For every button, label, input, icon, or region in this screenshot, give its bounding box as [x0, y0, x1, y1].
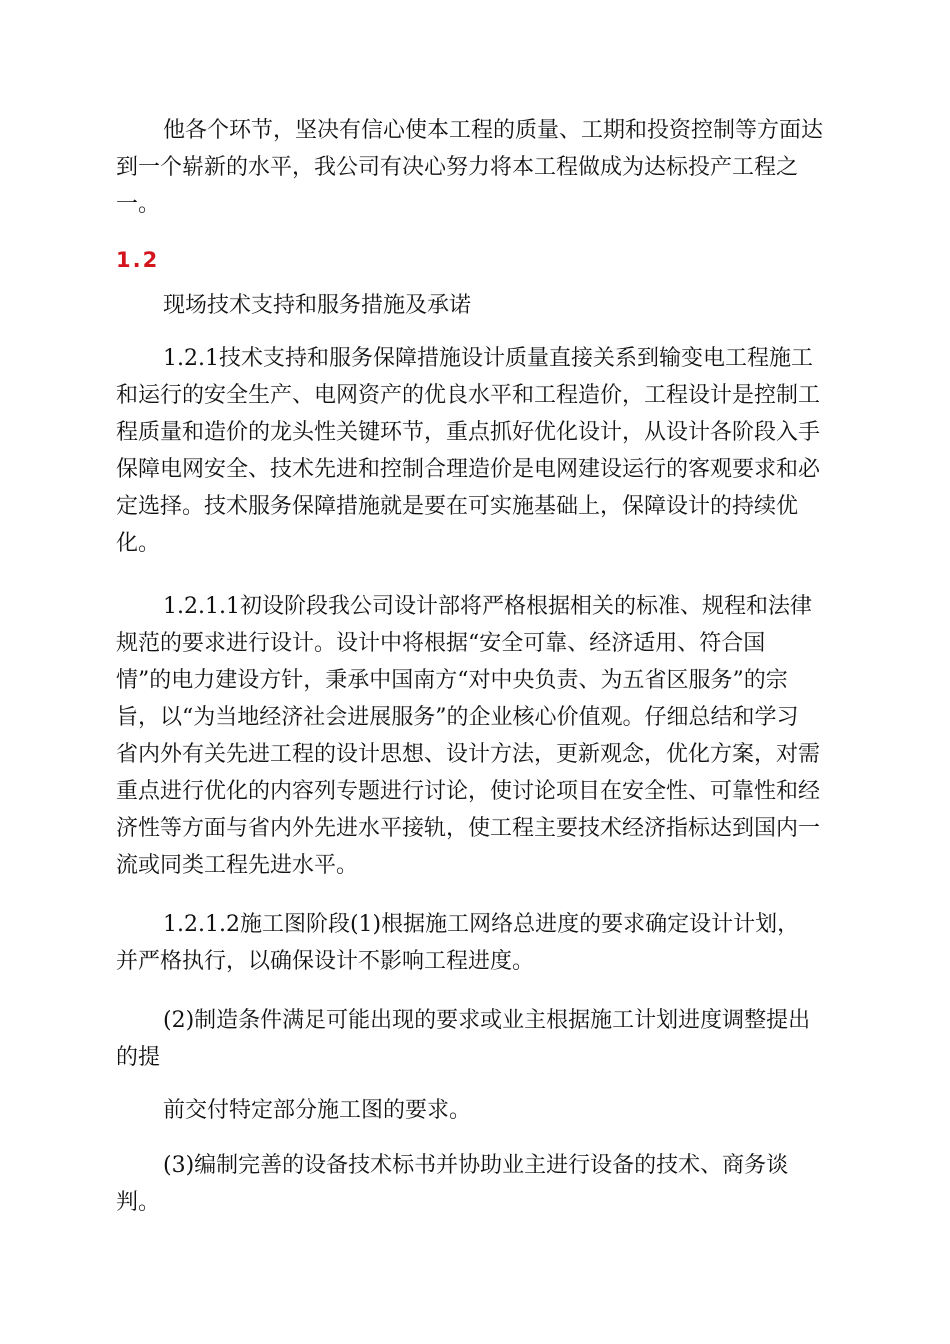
text-line: 1.2.1.2施工图阶段(1)根据施工网络总进度的要求确定设计计划， [163, 912, 800, 937]
text-line: 规范的要求进行设计。设计中将根据“安全可靠、经济适用、符合国 [116, 631, 766, 656]
text-line: 现场技术支持和服务措施及承诺 [163, 293, 472, 318]
text-line: 前交付特定部分施工图的要求。 [163, 1098, 472, 1123]
text-line: 1.2.1技术支持和服务保障措施设计质量直接关系到输变电工程施工 [163, 346, 813, 371]
text-line: 保障电网安全、技术先进和控制合理造价是电网建设运行的客观要求和必 [116, 457, 821, 482]
paragraph-continuation [116, 112, 836, 223]
paragraph-item-2-continued [116, 1092, 836, 1129]
paragraph-item-3 [116, 1147, 836, 1221]
text-line: 并严格执行，以确保设计不影响工程进度。 [116, 949, 535, 974]
paragraph-1-2-1-1 [116, 588, 836, 884]
text-line: (3)编制完善的设备技术标书并协助业主进行设备的技术、商务谈 [163, 1153, 789, 1178]
text-line: 济性等方面与省内外先进水平接轨，使工程主要技术经济指标达到国内一 [116, 816, 821, 841]
text-line: (2)制造条件满足可能出现的要求或业主根据施工计划进度调整提出 [163, 1008, 811, 1033]
text-line: 到一个崭新的水平，我公司有决心努力将本工程做成为达标投产工程之 [116, 155, 799, 180]
text-line: 流或同类工程先进水平。 [116, 853, 359, 878]
paragraph-1-2-1 [116, 340, 836, 562]
paragraph-subheading [116, 287, 836, 324]
text-line: 省内外有关先进工程的设计思想、设计方法，更新观念，优化方案，对需 [116, 742, 821, 767]
text-line: 程质量和造价的龙头性关键环节，重点抓好优化设计，从设计各阶段入手 [116, 420, 821, 445]
paragraph-item-2 [116, 1002, 836, 1076]
text-line: 1.2.1.1初设阶段我公司设计部将严格根据相关的标准、规程和法律 [163, 594, 812, 619]
text-line: 一。 [116, 192, 161, 217]
text-line: 的提 [116, 1045, 161, 1070]
text-line: 旨，以“为当地经济社会进展服务”的企业核心价值观。仔细总结和学习 [116, 705, 799, 730]
text-line: 和运行的安全生产、电网资产的优良水平和工程造价，工程设计是控制工 [116, 383, 821, 408]
paragraph-1-2-1-2 [116, 906, 836, 980]
text-line: 他各个环节，坚决有信心使本工程的质量、工期和投资控制等方面达 [163, 118, 824, 143]
text-line: 重点进行优化的内容列专题进行讨论，使讨论项目在安全性、可靠性和经 [116, 779, 821, 804]
text-line: 定选择。技术服务保障措施就是要在可实施基础上，保障设计的持续优 [116, 494, 799, 519]
section-heading: 1.2 [116, 248, 160, 272]
text-line: 情”的电力建设方针，秉承中国南方“对中央负责、为五省区服务”的宗 [116, 668, 788, 693]
text-line: 化。 [116, 531, 161, 556]
text-line: 判。 [116, 1190, 161, 1215]
